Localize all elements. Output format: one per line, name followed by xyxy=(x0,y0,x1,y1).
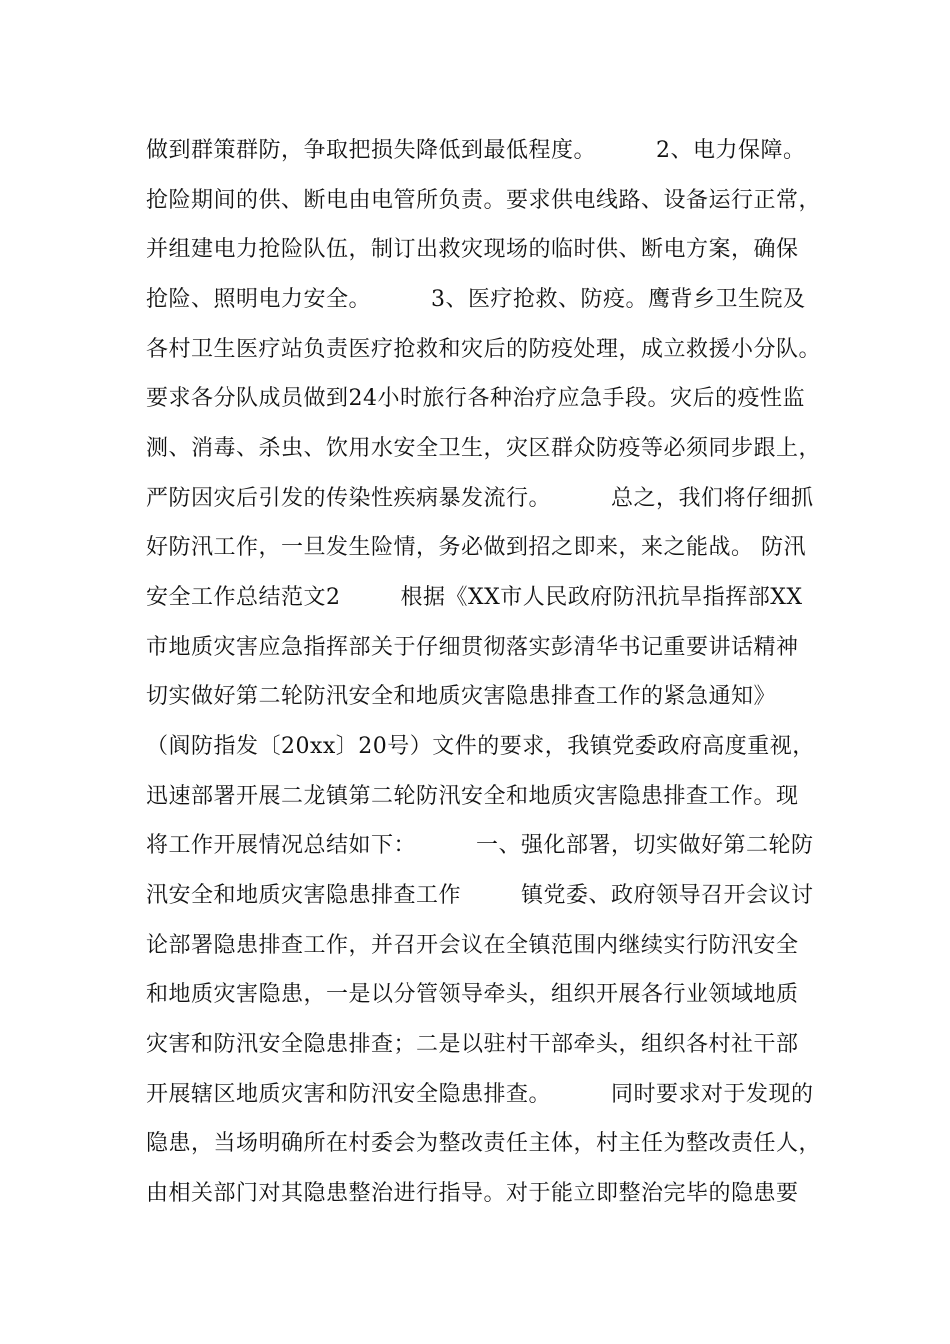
body-text-line: 各村卫生医疗站负责医疗抢救和灾后的防疫处理，成立救援小分队。 xyxy=(146,337,822,362)
body-text-line: 市地质灾害应急指挥部关于仔细贯彻落实彭清华书记重要讲话精神 xyxy=(146,635,799,660)
body-text-line: 切实做好第二轮防汛安全和地质灾害隐患排查工作的紧急通知》 xyxy=(146,684,777,709)
body-text-line: 和地质灾害隐患，一是以分管领导牵头，组织开展各行业领域地质 xyxy=(146,982,799,1007)
body-text-line: （阆防指发〔20xx〕20号）文件的要求，我镇党委政府高度重视， xyxy=(146,734,815,759)
body-text-line: 开展辖区地质灾害和防汛安全隐患排查。 同时要求对于发现的 xyxy=(146,1082,814,1107)
body-text-line: 隐患，当场明确所在村委会为整改责任主体，村主任为整改责任人， xyxy=(146,1131,822,1156)
body-text-line: 做到群策群防，争取把损失降低到最低程度。 2、电力保障。 xyxy=(146,138,806,163)
body-text-line: 将工作开展情况总结如下： 一、强化部署，切实做好第二轮防 xyxy=(146,833,814,858)
body-text-line: 好防汛工作，一旦发生险情，务必做到招之即来，来之能战。 防汛 xyxy=(146,535,806,560)
body-text-line: 抢险、照明电力安全。 3、医疗抢救、防疫。鹰背乡卫生院及 xyxy=(146,287,806,312)
body-text-line: 安全工作总结范文2 根据《XX市人民政府防汛抗旱指挥部XX xyxy=(146,585,803,610)
body-text-line: 测、消毒、杀虫、饮用水安全卫生，灾区群众防疫等必须同步跟上， xyxy=(146,436,822,461)
body-text-line: 由相关部门对其隐患整治进行指导。对于能立即整治完毕的隐患要 xyxy=(146,1181,799,1206)
body-text-line: 并组建电力抢险队伍，制订出救灾现场的临时供、断电方案，确保 xyxy=(146,237,799,262)
body-text-line: 论部署隐患排查工作，并召开会议在全镇范围内继续实行防汛安全 xyxy=(146,933,799,958)
body-text-line: 要求各分队成员做到24小时旅行各种治疗应急手段。灾后的疫性监 xyxy=(146,386,805,411)
body-text-line: 灾害和防汛安全隐患排查；二是以驻村干部牵头，组织各村社干部 xyxy=(146,1032,799,1057)
body-text-line: 迅速部署开展二龙镇第二轮防汛安全和地质灾害隐患排查工作。现 xyxy=(146,784,799,809)
body-text-line: 严防因灾后引发的传染性疾病暴发流行。 总之，我们将仔细抓 xyxy=(146,486,814,511)
body-text-line: 汛安全和地质灾害隐患排查工作 镇党委、政府领导召开会议讨 xyxy=(146,883,814,908)
body-text-line: 抢险期间的供、断电由电管所负责。要求供电线路、设备运行正常， xyxy=(146,188,822,213)
